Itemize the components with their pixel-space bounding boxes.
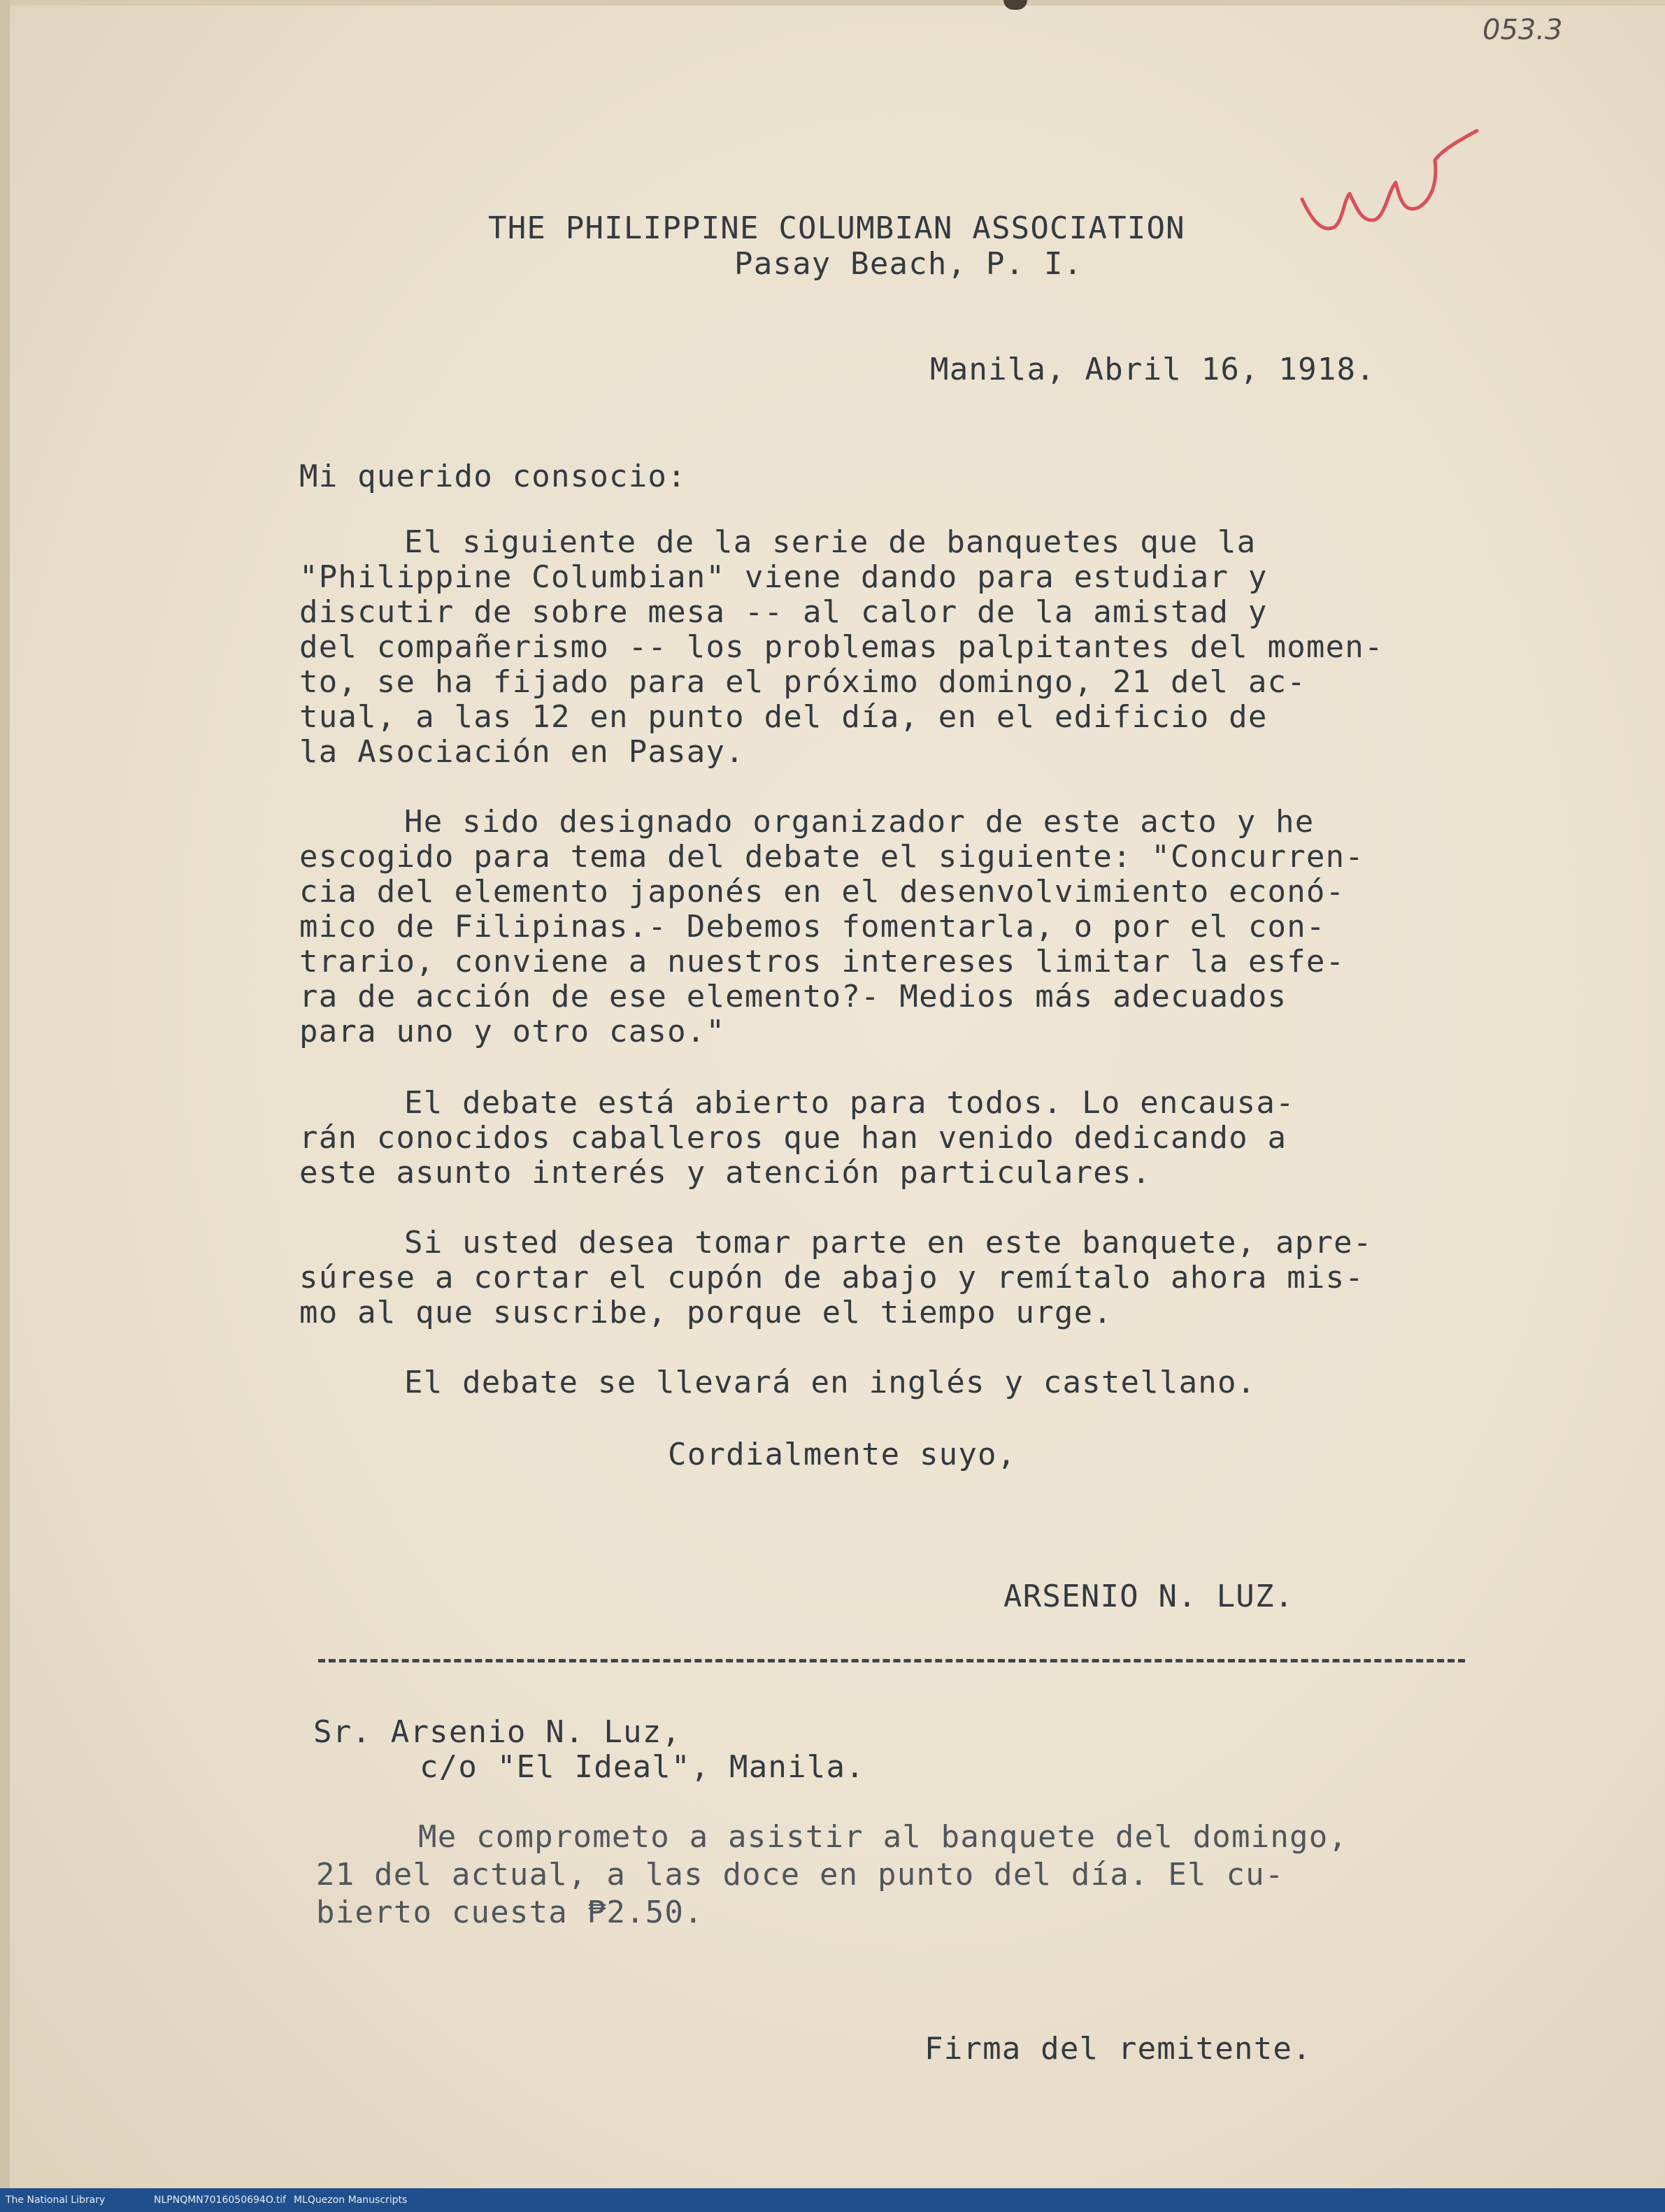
- footer-library: The National Library: [6, 2195, 106, 2206]
- coupon-line: bierto cuesta ₱2.50.: [316, 1895, 703, 1930]
- body-line: trario, conviene a nuestros intereses limitar la esfe-: [299, 944, 1345, 979]
- body-line: El debate se llevará en inglés y castellano.: [404, 1365, 1257, 1400]
- footer-file: NLPNQMN7016050694O.tif: [154, 2195, 287, 2206]
- body-line: cia del elemento japonés en el desenvolvimiento econó-: [299, 874, 1345, 910]
- archive-footer-bar: [0, 2188, 1665, 2212]
- organization-name: THE PHILIPPINE COLUMBIAN ASSOCIATION: [488, 210, 1185, 246]
- body-line: El siguiente de la serie de banquetes que la: [404, 524, 1257, 560]
- coupon-addressee: Sr. Arsenio N. Luz,: [313, 1714, 682, 1750]
- closing: Cordialmente suyo,: [668, 1437, 1017, 1472]
- body-line: tual, a las 12 en punto del día, en el edificio de: [299, 699, 1268, 735]
- body-line: súrese a cortar el cupón de abajo y remítalo ahora mis-: [299, 1260, 1364, 1295]
- archive-number: 053.3: [1482, 14, 1563, 46]
- red-pencil-mark-icon: [1294, 115, 1489, 255]
- body-line: discutir de sobre mesa -- al calor de la amistad y: [299, 594, 1268, 630]
- body-line: Si usted desea tomar parte en este banquete, apre-: [404, 1225, 1373, 1261]
- body-line: "Philippine Columbian" viene dando para estudiar y: [299, 559, 1268, 595]
- body-line: para uno y otro caso.": [299, 1014, 726, 1049]
- coupon-line: 21 del actual, a las doce en punto del día. El cu-: [316, 1857, 1285, 1893]
- body-line: la Asociación en Pasay.: [299, 734, 745, 770]
- page-left-edge: [0, 0, 10, 2188]
- footer-collection: MLQuezon Manuscripts: [294, 2195, 408, 2206]
- body-line: El debate está abierto para todos. Lo encausa-: [404, 1085, 1295, 1121]
- body-line: He sido designado organizador de este acto y he: [404, 804, 1315, 840]
- body-line: este asunto interés y atención particulares.: [299, 1155, 1152, 1191]
- organization-address: Pasay Beach, P. I.: [734, 246, 1083, 282]
- coupon-address: c/o "El Ideal", Manila.: [420, 1749, 865, 1785]
- coupon-line: Me comprometo a asistir al banquete del domingo,: [418, 1819, 1348, 1855]
- body-line: escogido para tema del debate el siguiente: "Concurren-: [299, 839, 1364, 875]
- signature-name: ARSENIO N. LUZ.: [1003, 1579, 1294, 1614]
- body-line: to, se ha fijado para el próximo domingo, 21 del ac-: [299, 664, 1306, 700]
- body-line: mo al que suscribe, porque el tiempo urge.: [299, 1295, 1113, 1330]
- salutation: Mi querido consocio:: [299, 459, 687, 494]
- punch-hole: [1003, 0, 1027, 10]
- sender-signature-label: Firma del remitente.: [924, 2031, 1312, 2067]
- body-line: mico de Filipinas.- Debemos fomentarla, o por el con-: [299, 909, 1326, 945]
- body-line: del compañerismo -- los problemas palpitantes del momen-: [299, 629, 1384, 665]
- date-line: Manila, Abril 16, 1918.: [930, 352, 1375, 387]
- body-line: rán conocidos caballeros que han venido dedicando a: [299, 1120, 1287, 1156]
- body-line: ra de acción de ese elemento?- Medios más adecuados: [299, 979, 1287, 1014]
- coupon-cut-line: [318, 1659, 1465, 1662]
- page-top-edge: [0, 0, 1665, 6]
